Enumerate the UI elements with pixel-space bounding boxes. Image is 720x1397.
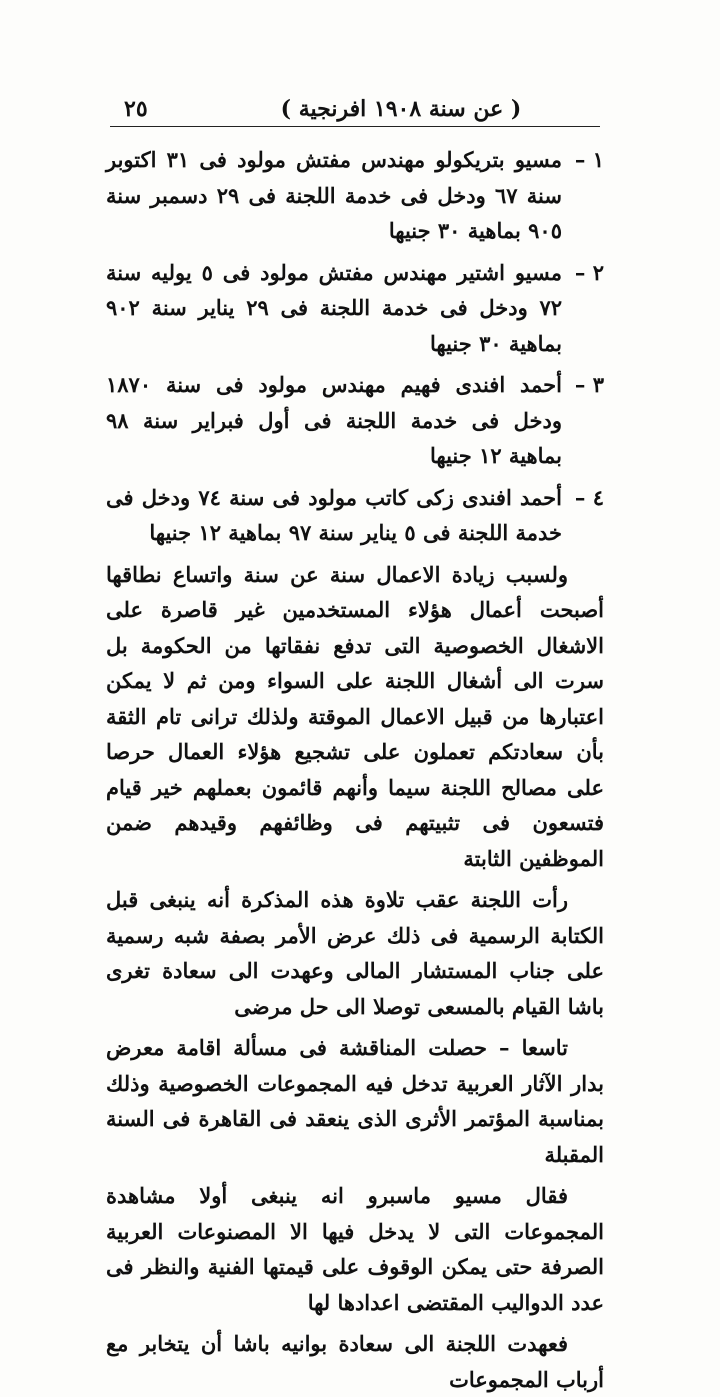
list-item <box>106 255 604 362</box>
list-item <box>106 142 604 249</box>
list-item <box>106 480 604 551</box>
page-number: ٢٥ <box>124 96 148 122</box>
running-head: ( عن سنة ١٩٠٨ افرنجية ) <box>280 96 522 122</box>
list-item-number: ١ – <box>574 147 604 172</box>
paragraph: فعهدت اللجنة الى سعادة بوانيه باشا أن يتخابر مع أرباب المجموعات <box>106 1331 604 1392</box>
paragraph: رأت اللجنة عقب تلاوة هذه المذكرة أنه ينبغى قبل الكتابة الرسمية فى ذلك عرض الأمر بصفة شبه رسمية على جناب المستشار المالى وعهدت الى سعادة تغرى باشا القيام بالمسعى توصلا الى حل مرضى <box>106 887 604 1019</box>
list-item-number: ٣ – <box>574 372 604 397</box>
header-rule <box>110 126 600 127</box>
list-item <box>106 367 604 474</box>
list-item-number: ٢ – <box>574 259 604 285</box>
paragraph: ولسبب زيادة الاعمال سنة عن سنة واتساع نطاقها أصبحت أعمال هؤلاء المستخدمين غير قاصرة على الاشغال الخصوصية التى تدفع نفقاتها من الحكومة بل سرت الى أشغال اللجنة على السواء ومن ثم لا يمكن اعتبارها من قبيل الاعمال الموقتة ولذلك ترانى تام الثقة بأن سعادتكم تعملون على تشجيع هؤلاء العمال حرصا على مصالح اللجنة سيما وأنهم قائمون بعملهم خير قيام فتسعون فى تثبيتهم فى وظائفهم وقيدهم ضمن الموظفين الثابتة <box>106 561 604 871</box>
paragraph: فقال مسيو ماسبرو انه ينبغى أولا مشاهدة المجموعات التى لا يدخل فيها الا المصنوعات العربية الصرفة حتى يمكن الوقوف على قيمتها الفنية والنظر فى عدد الدواليب المقتضى اعدادها لها <box>106 1183 604 1315</box>
paragraph: تاسعا – حصلت المناقشة فى مسألة اقامة معرض بدار الآثار العربية تدخل فيه المجموعات الخصوصية وذلك بمناسبة المؤتمر الأثرى الذى ينعقد فى القاهرة فى السنة المقبلة <box>106 1035 604 1167</box>
list-item-number: ٤ – <box>574 484 604 510</box>
list-item-text: أحمد افندى فهيم مهندس مولود فى سنة ١٨٧٠ ودخل فى خدمة اللجنة فى أول فبراير سنة ٩٨ بماهية ١٢ جنيها <box>106 372 562 468</box>
page-body <box>106 142 604 1397</box>
list-item-text: مسيو بتريكولو مهندس مفتش مولود فى ٣١ اكتوبر سنة ٦٧ ودخل فى خدمة اللجنة فى ٢٩ دسمبر سنة ٩٠٥ بماهية ٣٠ جنيها <box>106 147 563 243</box>
list-item-text: أحمد افندى زكى كاتب مولود فى سنة ٧٤ ودخل فى خدمة اللجنة فى ٥ يناير سنة ٩٧ بماهية ١٢ جنيها <box>106 484 563 545</box>
list-item-text: مسيو اشتير مهندس مفتش مولود فى ٥ يوليه سنة ٧٢ ودخل فى خدمة اللجنة فى ٢٩ يناير سنة ٩٠٢ بماهية ٣٠ جنيها <box>106 259 562 356</box>
